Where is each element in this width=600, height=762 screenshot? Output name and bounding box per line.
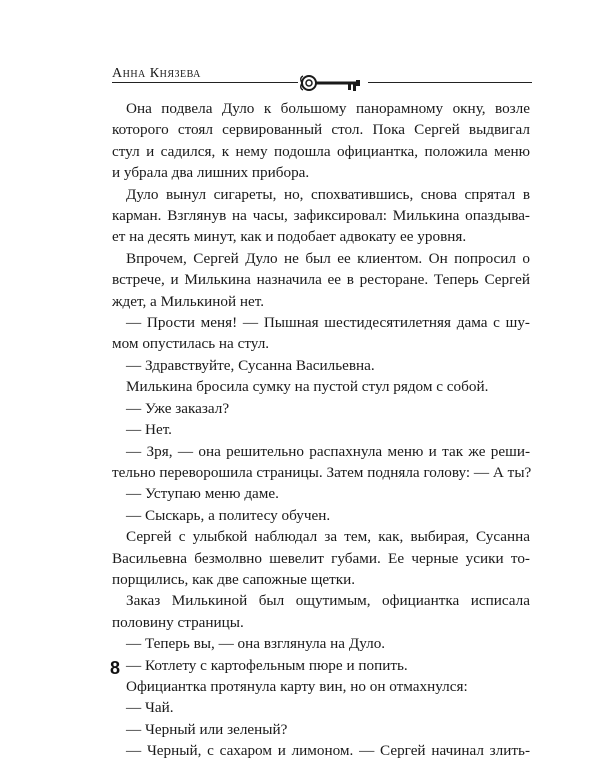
text-line: — Чай. [126, 699, 174, 717]
text-line: — Черный или зеленый? [126, 720, 288, 738]
text-line: встрече, и Милькина назначила ее в ресторане. Теперь Сергей [112, 271, 530, 289]
text-line: Васильевна безмолвно шевелит губами. Ее черные усики то- [112, 549, 530, 567]
page-number: 8 [110, 658, 121, 678]
text-line: и убрала два лишних прибора. [112, 164, 310, 182]
text-line: Заказ Милькиной был ощутимым, официантка исписала [126, 592, 530, 610]
text-line: — Зря, — она решительно распахнула меню и так же реши- [126, 442, 530, 460]
text-line: ждет, а Милькиной нет. [112, 292, 265, 310]
text-line: — Здравствуйте, Сусанна Васильевна. [126, 356, 375, 374]
text-line: Она подвела Дуло к большому панорамному окну, возле [126, 100, 530, 117]
author-name: Анна Князева [112, 66, 201, 81]
text-line: — Черный, с сахаром и лимоном. — Сергей начинал злить- [126, 742, 530, 760]
text-line: Милькина бросила сумку на пустой стул рядом с собой. [126, 378, 489, 396]
text-line: порщились, как две сапожные щетки. [112, 570, 356, 588]
text-line: карман. Взглянув на часы, зафиксировал: Милькина опаздыва- [112, 207, 530, 225]
text-line: мом опустилась на стул. [112, 335, 270, 353]
text-line: ет на десять минут, как и подобает адвокату ее уровня. [112, 228, 467, 246]
text-line: тельно переворошила страницы. Затем подняла голову: — А ты? [112, 463, 532, 481]
text-line: — Прости меня! — Пышная шестидесятилетняя дама с шу- [126, 314, 530, 332]
key-icon [298, 72, 368, 94]
text-line: — Нет. [126, 421, 172, 439]
text-line: Впрочем, Сергей Дуло не был ее клиентом. Он попросил о [126, 249, 530, 267]
text-line: — Уже заказал? [126, 399, 230, 417]
text-line: которого стоял сервированный стол. Пока Сергей выдвигал [112, 121, 530, 139]
text-line: стул и садился, к нему подошла официантка, положила меню [112, 142, 530, 160]
text-line: половину страницы. [112, 613, 244, 631]
text-line: Дуло вынул сигареты, но, спохватившись, снова спрятал в [126, 185, 530, 203]
running-header [112, 66, 532, 90]
text-line: — Теперь вы, — она взглянула на Дуло. [126, 635, 386, 653]
text-line: Сергей с улыбкой наблюдал за тем, как, выбирая, Сусанна [126, 528, 530, 546]
body-text [112, 98, 530, 762]
text-line: — Котлету с картофельным пюре и попить. [126, 656, 408, 674]
text-line: — Сыскарь, а политесу обучен. [126, 506, 331, 524]
text-line: — Уступаю меню даме. [126, 485, 279, 503]
text-line: Официантка протянула карту вин, но он отмахнулся: [126, 677, 468, 695]
